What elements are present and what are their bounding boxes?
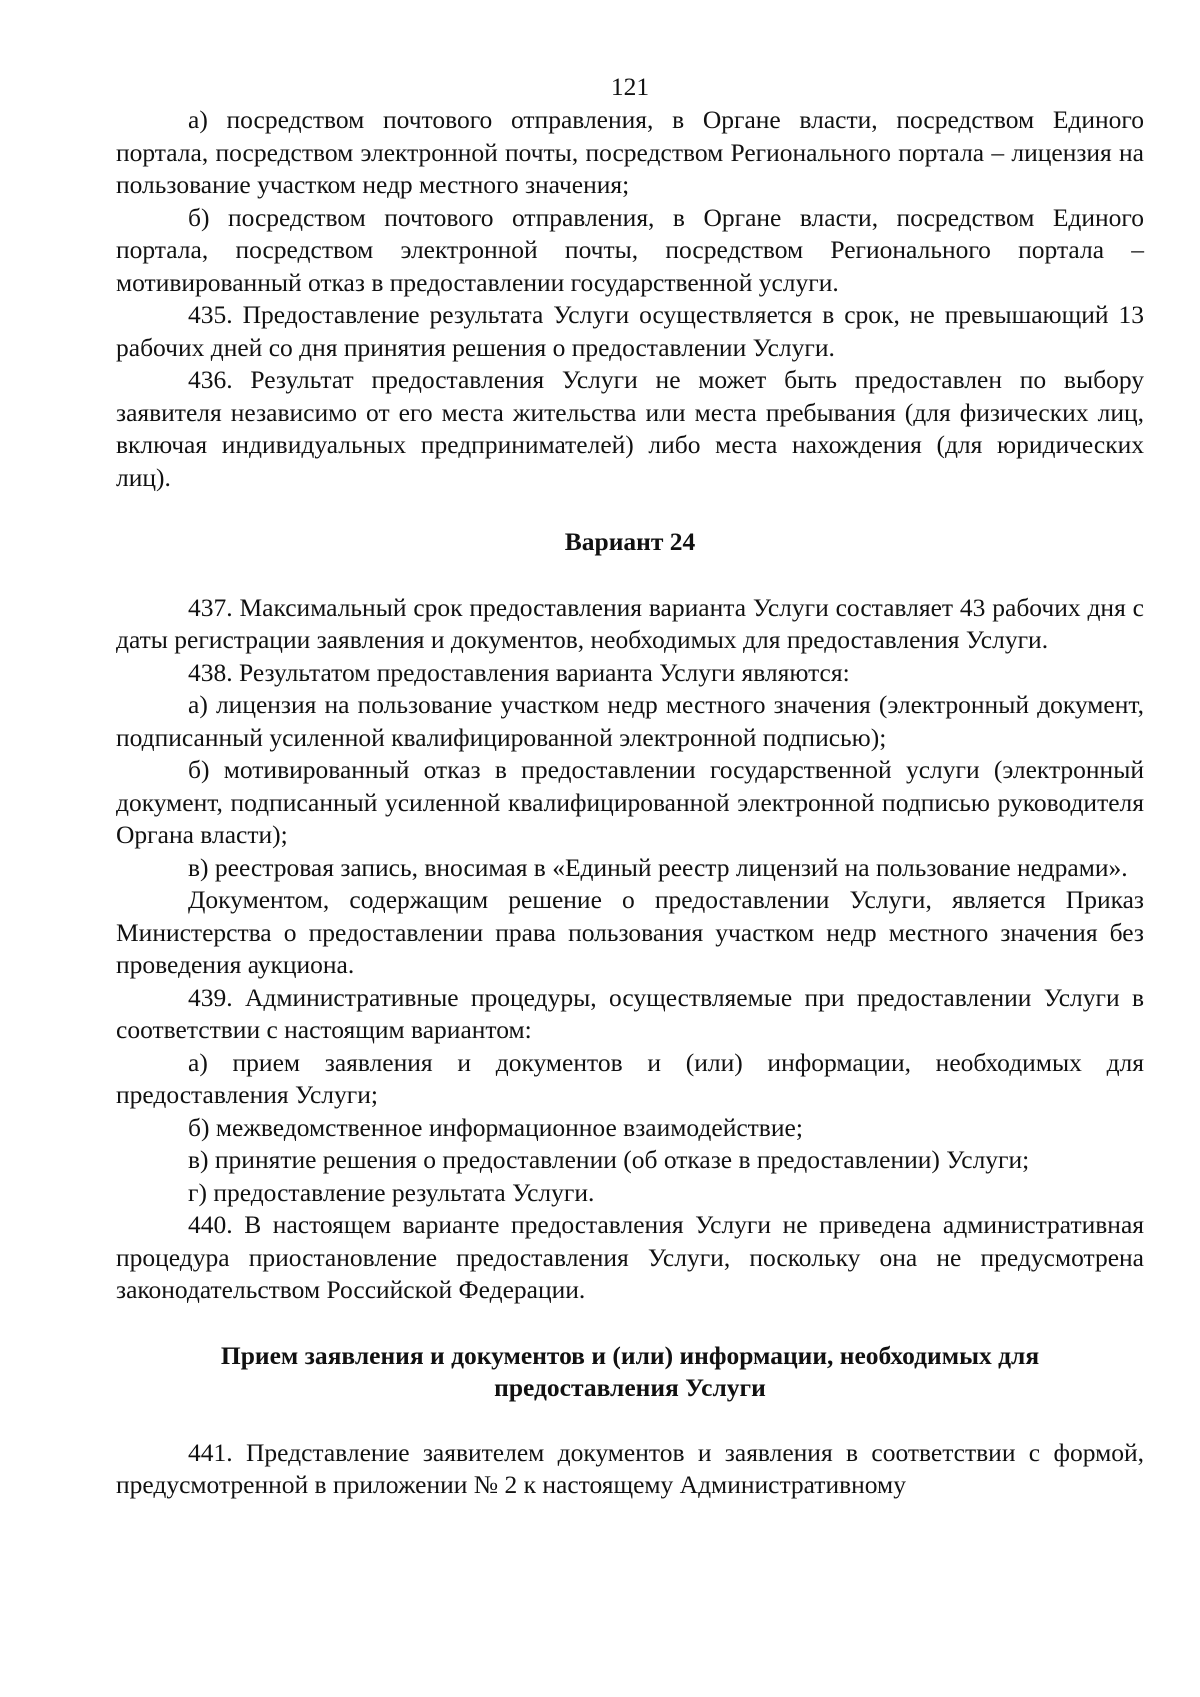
paragraph-439d: г) предоставление результата Услуги. — [188, 1177, 595, 1207]
paragraph-438c: в) реестровая запись, вносимая в «Единый реестр лицензий на пользование недрами». — [188, 852, 1128, 882]
paragraph-439c: в) принятие решения о предоставлении (об отказе в предоставлении) Услуги; — [188, 1145, 1030, 1174]
paragraph-435: 435. Предоставление результата Услуги осуществляется в срок, не превышающий 13 рабочих дней со дня принятия решения о предоставлении Услуги. — [116, 300, 1144, 362]
paragraph-438: 438. Результатом предоставления варианта Услуги являются: — [188, 657, 850, 687]
paragraph-439b: б) межведомственное информационное взаимодействие; — [188, 1112, 803, 1142]
paragraph-436: 436. Результат предоставления Услуги не может быть предоставлен по выбору заявителя независимо от его места жительства или места пребывания (для физических лиц, включая индивидуальных предпринимателей) либо места нахождения (для юридических лиц). — [116, 365, 1144, 492]
paragraph-decision-document: Документом, содержащим решение о предоставлении Услуги, является Приказ Министерства о предоставлении права пользования участком недр местного значения без проведения аукциона. — [116, 885, 1144, 979]
paragraph-439: 439. Административные процедуры, осуществляемые при предоставлении Услуги в соответствии с настоящим вариантом: — [116, 982, 1144, 1044]
paragraph-438b: б) мотивированный отказ в предоставлении государственной услуги (электронный документ, подписанный усиленной квалифицированной электронной подписью руководителя Органа власти); — [116, 755, 1144, 849]
paragraph-441: 441. Представление заявителем документов и заявления в соответствии с формой, предусмотренной в приложении № 2 к настоящему Административному — [116, 1437, 1144, 1499]
paragraph-439a: а) прием заявления и документов и (или) информации, необходимых для предоставления Услуги; — [116, 1047, 1144, 1109]
paragraph-434a: а) посредством почтового отправления, в Органе власти, посредством Единого портала, посредством электронной почты, посредством Регионального портала – лицензия на пользование участком недр местного значения; — [116, 105, 1144, 199]
page-number: 121 — [610, 72, 650, 101]
paragraph-437: 437. Максимальный срок предоставления варианта Услуги составляет 43 рабочих дня с даты регистрации заявления и документов, необходимых для предоставления Услуги. — [116, 592, 1144, 654]
document-page — [116, 0, 1144, 1502]
section-heading-variant-24: Вариант 24 — [564, 527, 696, 556]
section-heading-application-intake: Прием заявления и документов и (или) информации, необходимых для предоставления Услуги — [220, 1340, 1040, 1402]
paragraph-438a: а) лицензия на пользование участком недр местного значения (электронный документ, подписанный усиленной квалифицированной электронной подписью); — [116, 690, 1144, 752]
paragraph-440: 440. В настоящем варианте предоставления Услуги не приведена административная процедура приостановление предоставления Услуги, поскольку она не предусмотрена законодательством Российской Федерации. — [116, 1210, 1144, 1304]
paragraph-434b: б) посредством почтового отправления, в Органе власти, посредством Единого портала, посредством электронной почты, посредством Регионального портала – мотивированный отказ в предоставлении государственной услуги. — [116, 202, 1144, 297]
